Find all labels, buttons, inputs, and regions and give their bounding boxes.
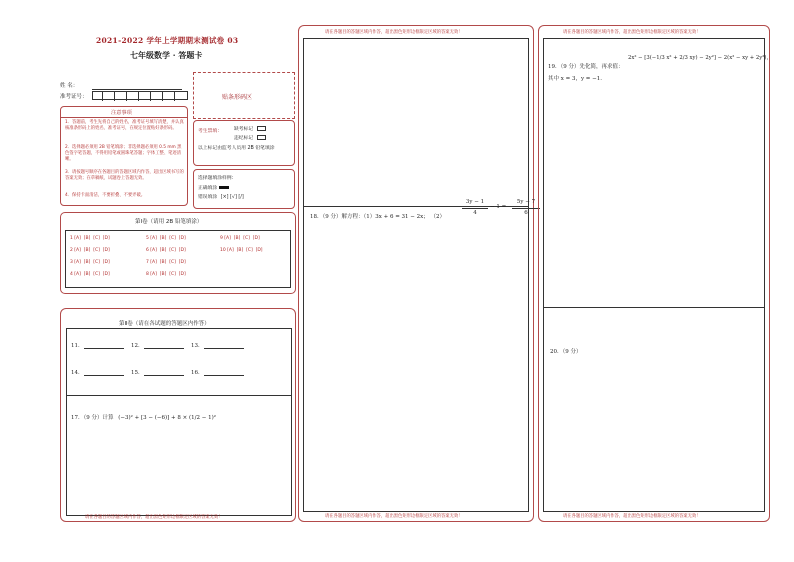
mcq-row-4[interactable]: 4 [A] [B] [C] [D] [70, 272, 110, 277]
q14-blank[interactable] [84, 371, 124, 376]
q18-answer-area[interactable] [306, 225, 526, 509]
mcq-row-7[interactable]: 7 [A] [B] [C] [D] [146, 260, 186, 265]
q15-label: 15． [131, 370, 144, 376]
q18-middle: − 1 = [490, 204, 507, 210]
notice-item-3: 3．请按题号顺序在各题目的答题区域内作答，超出区域书写的答案无效；在草稿纸、试题卷上答题无效。 [65, 170, 184, 182]
q17-label: 17．（9 分）计算 [71, 415, 114, 421]
violation-mark-label: 违纪标记 [234, 136, 254, 141]
q11-label: 11． [71, 343, 84, 349]
q13-label: 13． [191, 343, 204, 349]
col2-top-warning: 请在各题目的答题区域内作答，超出黑色矩形边框限定区域的答案无效！ [325, 30, 463, 35]
q18-denominator-2: 6 [524, 210, 528, 216]
q16-blank[interactable] [204, 371, 244, 376]
barcode-label: 贴条形码区 [222, 94, 253, 101]
correct-fill-sample [219, 186, 229, 189]
notice-box [60, 106, 188, 206]
missing-mark-label: 缺考标记 [234, 127, 254, 132]
q17-expression: (−3)² + [3 − (−6)] + 8 × (1/2 − 1)² [118, 415, 216, 421]
column2-box [298, 25, 534, 522]
col3-answer-area [543, 38, 772, 512]
wrong-fill-label: 错误填涂 [198, 195, 218, 200]
q15-blank[interactable] [144, 371, 184, 376]
q17-answer-area[interactable] [69, 425, 289, 513]
q14-label: 14． [71, 370, 84, 376]
q18-label: 18．（9 分）解方程：（1）3x + 6 = 31 − 2x； （2） [310, 214, 446, 220]
part2-answer-area [66, 328, 292, 516]
fill-sample-box [193, 169, 295, 209]
q19-answer-area[interactable] [546, 85, 762, 305]
q18-numerator-2: 5y − 7 [516, 199, 536, 205]
fill-sample-title: 选择题填涂样例： [198, 176, 237, 181]
q12-label: 12． [131, 343, 144, 349]
absence-note: 以上标记由监考人员用 2B 铅笔填涂 [198, 146, 275, 151]
q19-label: 19．（9 分）先化简，再求值： [548, 64, 624, 70]
correct-fill-label: 正确填涂 [198, 186, 218, 191]
q19-expression: 2x² − [3(−1/3 x² + 2/3 xy) − 2y²] − 2(x² − xy + 2y²)， [628, 55, 772, 61]
missing-mark-box[interactable] [257, 126, 266, 131]
notice-item-2: 2．选择题必须用 2B 铅笔填涂；非选择题必须用 0.5 mm 黑色签字笔答题，不得用铅笔或圆珠笔答题；字体工整、笔迹清晰。 [65, 145, 182, 163]
notice-heading: 注意事项 [111, 110, 132, 116]
col2-answer-area [303, 38, 536, 512]
mcq-row-9[interactable]: 9 [A] [B] [C] [D] [220, 236, 260, 241]
mcq-row-10[interactable]: 10 [A] [B] [C] [D] [220, 248, 263, 253]
part2-title: 第Ⅱ卷（请在各试题的答题区内作答） [119, 321, 210, 327]
q20-answer-area[interactable] [546, 357, 762, 507]
absence-box [193, 120, 295, 166]
part1-title: 第Ⅰ卷（请用 2B 铅笔填涂） [135, 219, 203, 225]
q20-label: 20．（9 分） [550, 349, 582, 355]
name-label: 姓 名： [60, 83, 79, 89]
col2-bottom-warning: 请在各题目的答题区域内作答，超出黑色矩形边框限定区域的答案无效！ [325, 514, 463, 519]
col1-warning: 请在各题目的答题区域内作答，超出黑色矩形边框限定区域的答案无效！ [85, 515, 223, 520]
barcode-area [193, 72, 295, 119]
notice-item-4: 4．保持卡面清洁，不要折叠、不要弄破。 [65, 193, 146, 198]
column3-box [538, 25, 770, 522]
q13-blank[interactable] [204, 344, 244, 349]
part1-answer-area [65, 230, 291, 288]
q12-blank[interactable] [144, 344, 184, 349]
name-underline [92, 89, 182, 90]
id-input-boxes[interactable] [92, 91, 188, 100]
mcq-row-8[interactable]: 8 [A] [B] [C] [D] [146, 272, 186, 277]
q11-blank[interactable] [84, 344, 124, 349]
violation-mark-box[interactable] [257, 135, 266, 140]
q18-denominator-1: 4 [473, 210, 477, 216]
part1-box [60, 212, 296, 294]
mcq-row-6[interactable]: 6 [A] [B] [C] [D] [146, 248, 186, 253]
q19-condition: 其中 x = 3，y = −1. [548, 76, 603, 82]
mcq-row-2[interactable]: 2 [A] [B] [C] [D] [70, 248, 110, 253]
wrong-fill-marks: [×] [√] [/] [220, 195, 244, 200]
absence-label: 考生禁填： [198, 129, 222, 134]
col3-bottom-warning: 请在各题目的答题区域内作答，超出黑色矩形边框限定区域的答案无效！ [563, 514, 701, 519]
col3-top-warning: 请在各题目的答题区域内作答，超出黑色矩形边框限定区域的答案无效！ [563, 30, 701, 35]
notice-item-1: 1．答题前，考生先将自己的姓名，准考证号填写清楚，并认真核准条形码上的姓名、准考证号，在规定位置贴好条形码。 [65, 120, 184, 132]
mcq-row-3[interactable]: 3 [A] [B] [C] [D] [70, 260, 110, 265]
page-title: 2021-2022 学年上学期期末测试卷 03 [96, 36, 239, 45]
q16-label: 16． [191, 370, 204, 376]
q18-numerator-1: 3y − 1 [465, 199, 485, 205]
mcq-row-5[interactable]: 5 [A] [B] [C] [D] [146, 236, 186, 241]
id-label: 准考证号： [60, 94, 88, 100]
part2-box [60, 308, 296, 522]
mcq-row-1[interactable]: 1 [A] [B] [C] [D] [70, 236, 110, 241]
page-subtitle: 七年级数学 · 答题卡 [130, 50, 203, 60]
